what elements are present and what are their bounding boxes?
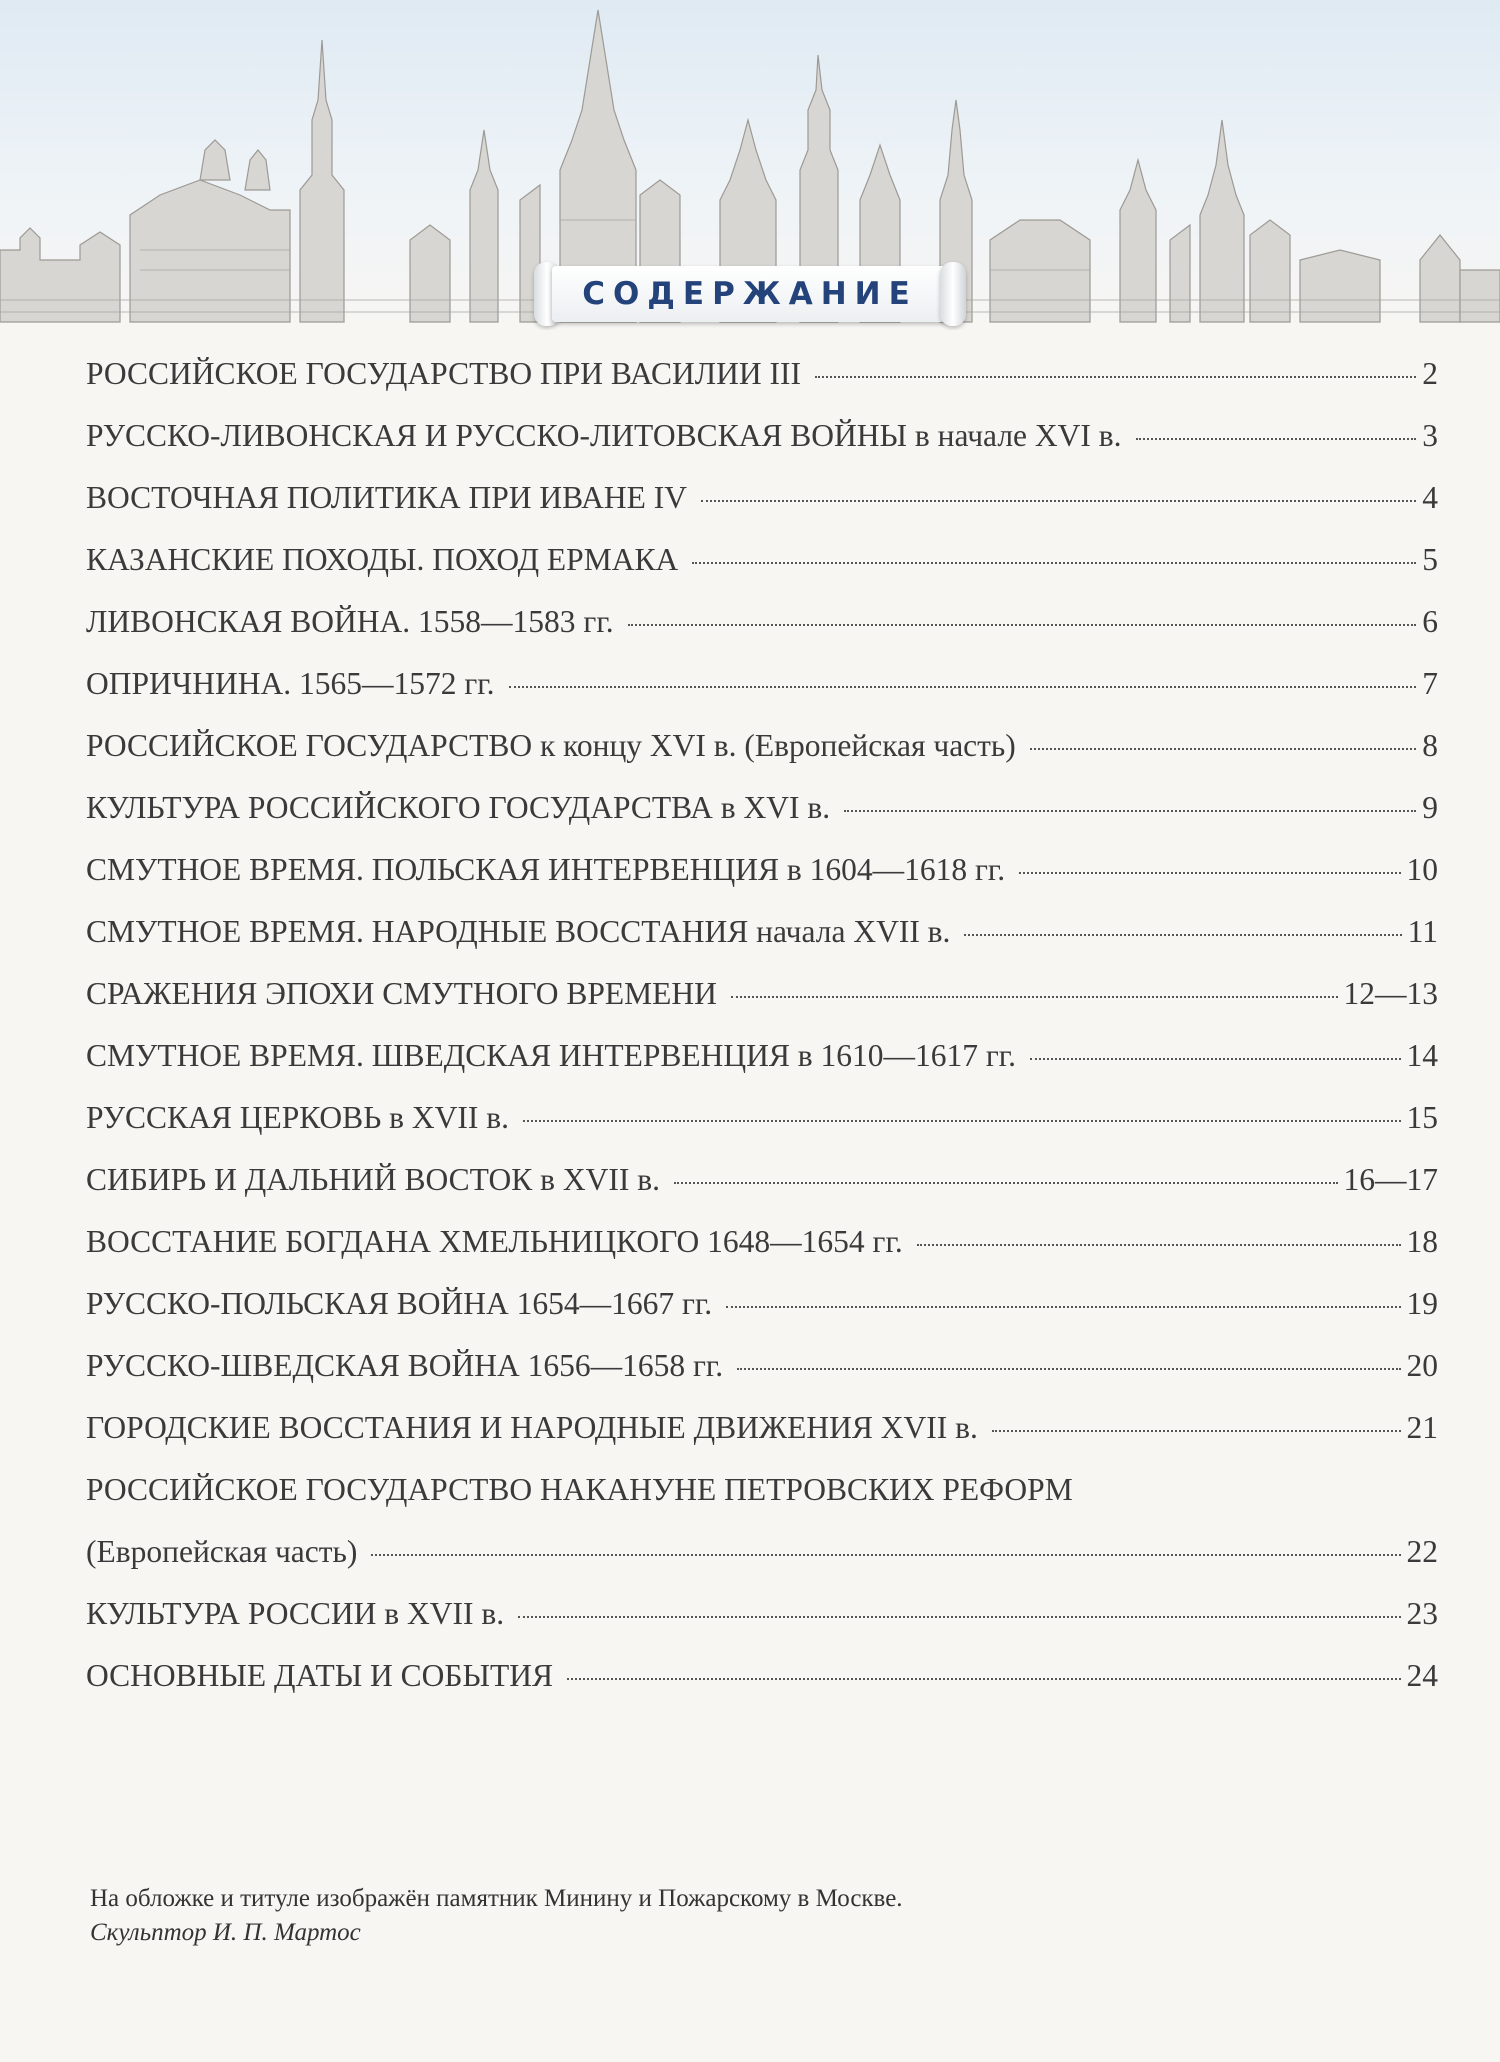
cover-caption — [90, 1882, 903, 1950]
toc-leader — [917, 1243, 1401, 1246]
caption-author: Скульптор И. П. Мартос — [90, 1919, 361, 1946]
toc-entry[interactable] — [86, 542, 1438, 604]
toc-entry[interactable] — [86, 480, 1438, 542]
toc-entry-label: РУССКО-ШВЕДСКАЯ ВОЙНА 1656—1658 гг. — [86, 1348, 724, 1383]
toc-entry-label: ВОСТОЧНАЯ ПОЛИТИКА ПРИ ИВАНЕ IV — [86, 480, 687, 515]
toc-entry[interactable] — [86, 728, 1438, 790]
toc-entry-page: 23 — [1406, 1596, 1438, 1631]
toc-entry-label: СРАЖЕНИЯ ЭПОХИ СМУТНОГО ВРЕМЕНИ — [86, 976, 717, 1011]
toc-entry[interactable] — [86, 1348, 1438, 1410]
toc-entry-page: 9 — [1422, 790, 1438, 825]
toc-entry-label: РУССКО-ЛИВОНСКАЯ И РУССКО-ЛИТОВСКАЯ ВОЙНЫ в начале XVI в. — [86, 418, 1122, 453]
toc-entry-label: КАЗАНСКИЕ ПОХОДЫ. ПОХОД ЕРМАКА — [86, 542, 679, 577]
toc-leader — [964, 933, 1401, 936]
toc-entry-label: ГОРОДСКИЕ ВОССТАНИЯ И НАРОДНЫЕ ДВИЖЕНИЯ XVII в. — [86, 1410, 978, 1445]
toc-entry[interactable] — [86, 1410, 1438, 1472]
toc-entry[interactable] — [86, 1038, 1438, 1100]
toc-entry-page: 15 — [1406, 1100, 1438, 1135]
toc-entry[interactable] — [86, 604, 1438, 666]
toc-leader — [567, 1677, 1401, 1680]
toc-entry-label: ЛИВОНСКАЯ ВОЙНА. 1558—1583 гг. — [86, 604, 614, 639]
toc-entry[interactable] — [86, 852, 1438, 914]
toc-entry-page: 20 — [1406, 1348, 1438, 1383]
toc-leader — [1030, 747, 1416, 750]
toc-entry-label: КУЛЬТУРА РОССИЙСКОГО ГОСУДАРСТВА в XVI в. — [86, 790, 831, 825]
title-scroll — [534, 262, 966, 330]
toc-entry-page: 19 — [1406, 1286, 1438, 1321]
toc-entry-label: (Европейская часть) — [86, 1534, 358, 1569]
toc-entry[interactable] — [86, 976, 1438, 1038]
table-of-contents — [86, 356, 1438, 1720]
toc-entry-label: ВОССТАНИЕ БОГДАНА ХМЕЛЬНИЦКОГО 1648—1654 гг. — [86, 1224, 903, 1259]
toc-entry-page: 2 — [1422, 356, 1438, 391]
toc-leader — [701, 499, 1416, 502]
toc-entry-page: 24 — [1406, 1658, 1438, 1693]
toc-entry-page: 10 — [1406, 852, 1438, 887]
toc-entry-page: 16—17 — [1343, 1162, 1438, 1197]
toc-leader — [1136, 437, 1417, 440]
toc-entry-label: СИБИРЬ И ДАЛЬНИЙ ВОСТОК в XVII в. — [86, 1162, 660, 1197]
toc-entry-page: 3 — [1422, 418, 1438, 453]
toc-entry[interactable] — [86, 914, 1438, 976]
toc-entry-label: ОСНОВНЫЕ ДАТЫ И СОБЫТИЯ — [86, 1658, 553, 1693]
toc-entry[interactable] — [86, 418, 1438, 480]
toc-leader — [844, 809, 1416, 812]
toc-entry[interactable] — [86, 1472, 1438, 1534]
toc-entry-page: 6 — [1422, 604, 1438, 639]
toc-leader — [628, 623, 1417, 626]
toc-entry-page: 7 — [1422, 666, 1438, 701]
toc-entry[interactable] — [86, 1224, 1438, 1286]
toc-leader — [1019, 871, 1400, 874]
toc-entry-page: 5 — [1422, 542, 1438, 577]
toc-leader — [726, 1305, 1400, 1308]
toc-entry-page: 14 — [1406, 1038, 1438, 1073]
toc-entry[interactable] — [86, 790, 1438, 852]
header-illustration — [0, 0, 1500, 330]
toc-entry-label: СМУТНОЕ ВРЕМЯ. НАРОДНЫЕ ВОССТАНИЯ начала XVII в. — [86, 914, 951, 949]
toc-leader — [1030, 1057, 1400, 1060]
toc-entry-label: РУССКО-ПОЛЬСКАЯ ВОЙНА 1654—1667 гг. — [86, 1286, 713, 1321]
toc-entry-label: СМУТНОЕ ВРЕМЯ. ШВЕДСКАЯ ИНТЕРВЕНЦИЯ в 1610—1617 гг. — [86, 1038, 1017, 1073]
toc-leader — [992, 1429, 1401, 1432]
toc-leader — [731, 995, 1338, 998]
toc-entry-page: 4 — [1422, 480, 1438, 515]
page-title: СОДЕРЖАНИЕ — [582, 276, 918, 312]
toc-entry[interactable] — [86, 666, 1438, 728]
toc-entry-page: 22 — [1406, 1534, 1438, 1569]
toc-leader — [518, 1615, 1400, 1618]
toc-entry-page: 18 — [1406, 1224, 1438, 1259]
toc-entry[interactable] — [86, 1162, 1438, 1224]
toc-entry[interactable] — [86, 1100, 1438, 1162]
toc-entry-label: РОССИЙСКОЕ ГОСУДАРСТВО НАКАНУНЕ ПЕТРОВСКИХ РЕФОРМ — [86, 1472, 1073, 1507]
toc-entry[interactable] — [86, 1658, 1438, 1720]
toc-entry-page: 21 — [1406, 1410, 1438, 1445]
toc-entry[interactable] — [86, 1534, 1438, 1596]
toc-leader — [371, 1553, 1400, 1556]
toc-entry[interactable] — [86, 356, 1438, 418]
toc-leader — [815, 375, 1416, 378]
toc-entry-label: РОССИЙСКОЕ ГОСУДАРСТВО к концу XVI в. (Европейская часть) — [86, 728, 1016, 763]
toc-entry[interactable] — [86, 1596, 1438, 1658]
toc-entry-label: КУЛЬТУРА РОССИИ в XVII в. — [86, 1596, 505, 1631]
caption-line: На обложке и титуле изображён памятник Минину и Пожарскому в Москве. — [90, 1885, 903, 1912]
toc-leader — [692, 561, 1416, 564]
toc-leader — [737, 1367, 1400, 1370]
toc-entry-label: СМУТНОЕ ВРЕМЯ. ПОЛЬСКАЯ ИНТЕРВЕНЦИЯ в 1604—1618 гг. — [86, 852, 1006, 887]
toc-leader — [523, 1119, 1400, 1122]
toc-entry[interactable] — [86, 1286, 1438, 1348]
toc-entry-label: РУССКАЯ ЦЕРКОВЬ в XVII в. — [86, 1100, 510, 1135]
toc-entry-label: ОПРИЧНИНА. 1565—1572 гг. — [86, 666, 495, 701]
toc-entry-page: 12—13 — [1343, 976, 1438, 1011]
toc-leader — [674, 1181, 1338, 1184]
toc-entry-label: РОССИЙСКОЕ ГОСУДАРСТВО ПРИ ВАСИЛИИ III — [86, 356, 802, 391]
toc-entry-page: 11 — [1407, 914, 1438, 949]
toc-leader — [509, 685, 1417, 688]
toc-entry-page: 8 — [1422, 728, 1438, 763]
